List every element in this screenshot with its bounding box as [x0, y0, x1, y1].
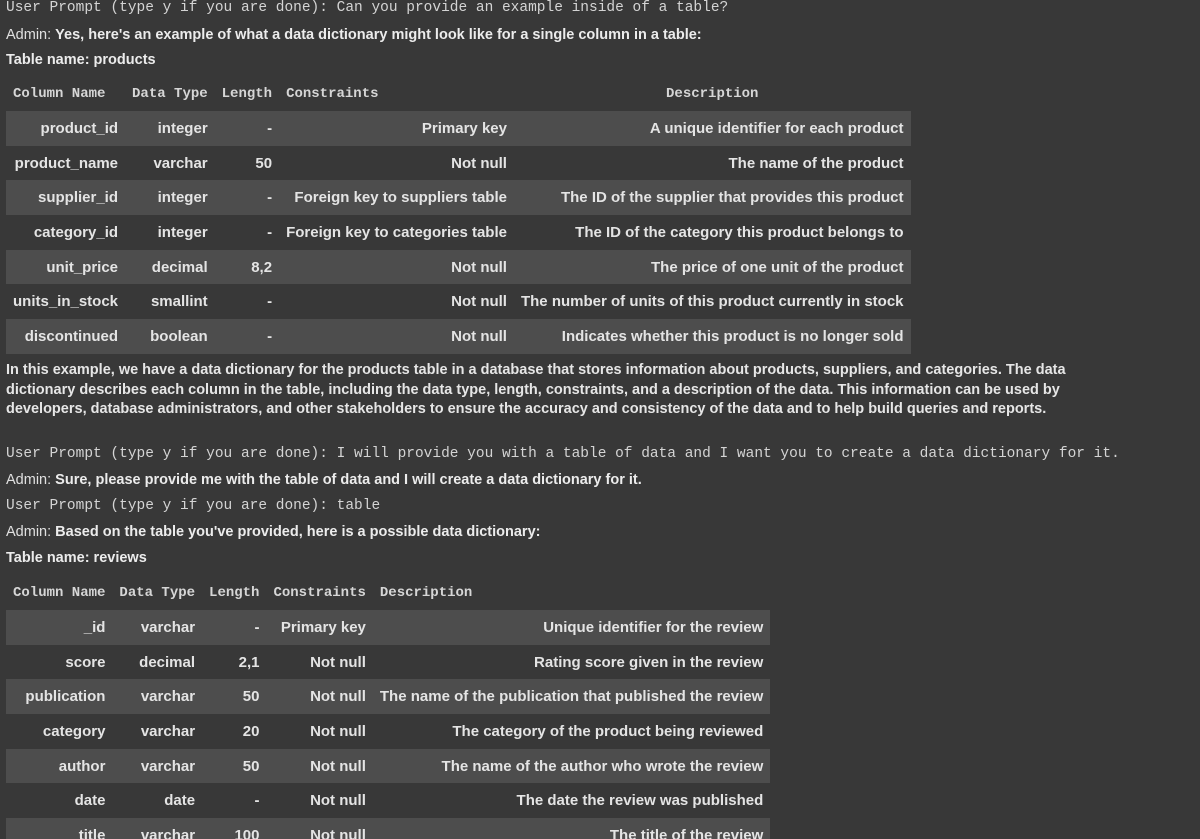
- column-header: Column Name: [13, 86, 106, 102]
- table-name-products: Table name: products: [6, 52, 156, 68]
- table-cell: Not null: [279, 250, 514, 285]
- table-row: [6, 215, 911, 250]
- column-header: Data Type: [132, 86, 208, 102]
- table-cell: Foreign key to suppliers table: [279, 180, 514, 215]
- table-cell: Unique identifier for the review: [373, 610, 770, 645]
- table-cell: Rating score given in the review: [373, 645, 770, 680]
- table-cell: -: [202, 783, 266, 818]
- table-row: [6, 146, 911, 181]
- table-cell: unit_price: [6, 250, 125, 285]
- table-cell: -: [215, 180, 279, 215]
- table-cell: integer: [125, 180, 215, 215]
- table-cell: date: [6, 783, 112, 818]
- table-row: [6, 319, 911, 354]
- admin-text: Based on the table you've provided, here is a possible data dictionary:: [55, 524, 541, 540]
- table-cell: 50: [202, 749, 266, 784]
- table-cell: 20: [202, 714, 266, 749]
- table-cell: date: [112, 783, 202, 818]
- table-cell: Not null: [266, 749, 372, 784]
- table-cell: category_id: [6, 215, 125, 250]
- table-cell: The ID of the category this product belongs to: [514, 215, 911, 250]
- table-cell: title: [6, 818, 112, 839]
- table-cell: product_name: [6, 146, 125, 181]
- table-cell: Not null: [266, 783, 372, 818]
- table-cell: -: [215, 111, 279, 146]
- table-row: [6, 284, 911, 319]
- table-cell: Not null: [279, 284, 514, 319]
- table-cell: 50: [215, 146, 279, 181]
- table-cell: integer: [125, 111, 215, 146]
- table-cell: Not null: [279, 319, 514, 354]
- table-header-row: [6, 576, 770, 610]
- table-cell: The ID of the supplier that provides this product: [514, 180, 911, 215]
- table-cell: boolean: [125, 319, 215, 354]
- table-cell: The name of the author who wrote the review: [373, 749, 770, 784]
- table-cell: integer: [125, 215, 215, 250]
- table-cell: 50: [202, 679, 266, 714]
- column-header: Length: [209, 585, 260, 601]
- table-cell: Not null: [279, 146, 514, 181]
- table-cell: smallint: [125, 284, 215, 319]
- table-row: [6, 783, 770, 818]
- table-row: [6, 749, 770, 784]
- table-cell: The name of the publication that published the review: [373, 679, 770, 714]
- table-cell: Not null: [266, 679, 372, 714]
- table-cell: A unique identifier for each product: [514, 111, 911, 146]
- table-header-row: [6, 77, 911, 111]
- table-cell: varchar: [112, 714, 202, 749]
- table-cell: publication: [6, 679, 112, 714]
- column-header: Constraints: [273, 585, 366, 601]
- table-cell: -: [202, 610, 266, 645]
- table-row: [6, 679, 770, 714]
- table-cell: -: [215, 319, 279, 354]
- user-prompt-3: User Prompt (type y if you are done): table: [6, 498, 381, 514]
- table-row: [6, 180, 911, 215]
- products-data-dictionary-table: [6, 77, 911, 354]
- user-prompt-2: User Prompt (type y if you are done): I will provide you with a table of data and I want you to create a data dictionary for it.: [6, 446, 1120, 462]
- admin-label: Admin:: [6, 472, 52, 488]
- table-cell: product_id: [6, 111, 125, 146]
- table-cell: The number of units of this product currently in stock: [514, 284, 911, 319]
- column-header: Description: [379, 585, 473, 601]
- table-cell: -: [215, 215, 279, 250]
- admin-text: Yes, here's an example of what a data dictionary might look like for a single column in a table:: [55, 27, 702, 43]
- table-row: [6, 714, 770, 749]
- admin-label: Admin:: [6, 27, 52, 43]
- column-header: Constraints: [286, 86, 379, 102]
- admin-text: Sure, please provide me with the table of data and I will create a data dictionary for it.: [55, 472, 642, 488]
- table-cell: varchar: [112, 818, 202, 839]
- table-row: [6, 610, 770, 645]
- table-cell: units_in_stock: [6, 284, 125, 319]
- table-cell: 8,2: [215, 250, 279, 285]
- table-cell: Primary key: [266, 610, 372, 645]
- table-cell: The price of one unit of the product: [514, 250, 911, 285]
- user-prompt-1: User Prompt (type y if you are done): Can you provide an example inside of a table?: [6, 0, 729, 16]
- table-cell: Not null: [266, 818, 372, 839]
- table-cell: decimal: [112, 645, 202, 680]
- table-cell: 2,1: [202, 645, 266, 680]
- table-cell: varchar: [112, 679, 202, 714]
- table-cell: Foreign key to categories table: [279, 215, 514, 250]
- table-row: [6, 818, 770, 839]
- table-cell: supplier_id: [6, 180, 125, 215]
- table-row: [6, 250, 911, 285]
- table-cell: The date the review was published: [373, 783, 770, 818]
- table-cell: Indicates whether this product is no longer sold: [514, 319, 911, 354]
- table-cell: Not null: [266, 714, 372, 749]
- admin-label: Admin:: [6, 524, 52, 540]
- table-cell: varchar: [125, 146, 215, 181]
- table-cell: -: [215, 284, 279, 319]
- table-cell: category: [6, 714, 112, 749]
- column-header: Length: [221, 86, 273, 102]
- table-cell: The title of the review: [373, 818, 770, 839]
- column-header: Data Type: [119, 585, 196, 601]
- table-cell: varchar: [112, 749, 202, 784]
- table-cell: score: [6, 645, 112, 680]
- admin-message-1: [6, 27, 702, 43]
- reviews-data-dictionary-table: [6, 576, 770, 839]
- column-header: Description: [666, 86, 759, 102]
- table-cell: The name of the product: [514, 146, 911, 181]
- table-name-reviews: Table name: reviews: [6, 550, 147, 566]
- table-row: [6, 111, 911, 146]
- table-row: [6, 645, 770, 680]
- explanation-paragraph: In this example, we have a data dictionary for the products table in a database that stores information about products, suppliers, and categories. The data dictionary describes each column in the table, including the data type, length, constraints, and a description of the data. This information can be used by developers, database administrators, and other stakeholders to ensure the accuracy and consistency of the data and to help build queries and reports.: [6, 362, 1066, 417]
- table-cell: Primary key: [279, 111, 514, 146]
- table-cell: Not null: [266, 645, 372, 680]
- admin-message-2: [6, 472, 642, 488]
- column-header: Column Name: [13, 585, 106, 601]
- table-cell: The category of the product being reviewed: [373, 714, 770, 749]
- table-cell: author: [6, 749, 112, 784]
- table-cell: 100: [202, 818, 266, 839]
- admin-message-3: [6, 524, 540, 540]
- table-cell: discontinued: [6, 319, 125, 354]
- table-cell: _id: [6, 610, 112, 645]
- table-cell: decimal: [125, 250, 215, 285]
- table-cell: varchar: [112, 610, 202, 645]
